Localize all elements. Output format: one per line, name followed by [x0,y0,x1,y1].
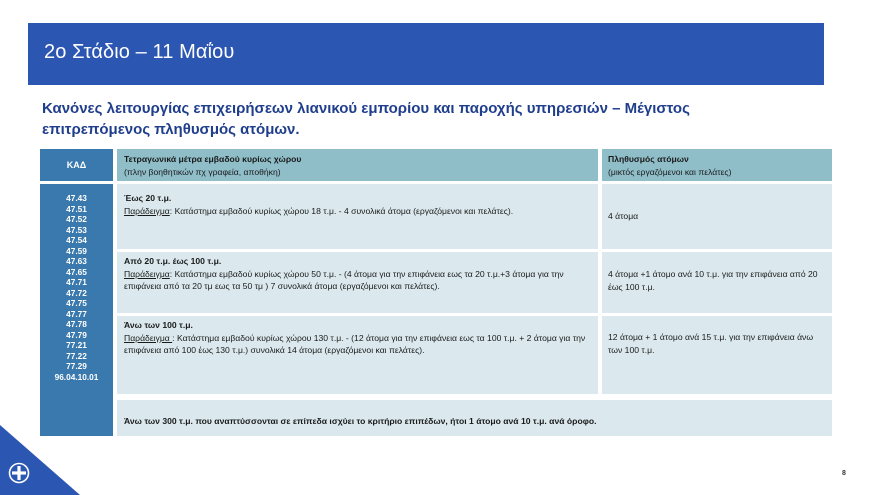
header-population [602,149,832,181]
footer-row: Άνω των 300 τ.μ. που αναπτύσσονται σε επίπεδα ισχύει το κριτήριο επιπέδων, ήτοι 1 άτομο ανά 10 τ.μ. ανά όροφο. [117,400,832,436]
row-1-example-label: Παράδειγμα [124,205,170,216]
kad-code: 47.51 [66,203,87,214]
kad-code: 47.54 [66,235,87,245]
row-3-example-sep: : [172,332,177,343]
kad-code: 47.71 [66,277,87,287]
kad-code: 96.04.10.01 [54,371,99,382]
kad-code: 47.77 [66,308,87,319]
kad-code: 77.22 [66,350,87,361]
row-2-example-label: Παράδειγμα [124,268,170,279]
row-3-population: 12 άτομα + 1 άτομο ανά 15 τ.μ. για την επιφάνεια άνω των 100 τ.μ. [602,316,832,394]
row-1-example-text: Κατάστημα εμβαδού κυρίως χώρου 18 τ.μ. - 4 συνολικά άτομα (εργαζόμενοι και πελάτες). [174,205,514,216]
row-2-population: 4 άτομα +1 άτομο ανά 10 τ.μ. για την επιφάνεια από 20 έως 100 τ.μ. [602,252,832,313]
kad-code: 47.53 [66,224,87,235]
row-1-area [117,184,598,249]
row-1-example-sep: : [169,205,175,216]
row-2-example-text: Κατάστημα εμβαδού κυρίως χώρου 50 τ.μ. - (4 άτομα για την επιφάνεια εως τα 20 τ.μ.+3 άτομα για την επιφάνεια από τα 20 τμ εως τα 50 τμ ) 7 συνολικά άτομα (εργαζόμενοι και πελάτες). [124,268,564,291]
kad-code: 47.43 [66,193,87,203]
kad-code: 47.75 [66,298,87,308]
title-bar [28,23,824,85]
slide-subtitle: Κανόνες λειτουργίας επιχειρήσεων λιανικού εμπορίου και παροχής υπηρεσιών – Μέγιστος επιτρεπόμενος πληθυσμός ατόμων. [42,100,690,138]
row-1-population: 4 άτομα [602,184,832,249]
header-kad: ΚΑΔ [40,149,113,181]
row-3-area [117,316,598,394]
row-2-heading: Από 20 τ.μ. έως 100 τ.μ. [124,256,222,266]
kad-code: 47.78 [66,319,87,329]
row-2-example-sep: : [169,268,175,279]
kad-code-list [40,184,113,436]
kad-code: 77.21 [66,340,87,350]
row-3-example-label: Παράδειγμα [124,332,173,343]
kad-code: 47.65 [66,266,87,277]
kad-code: 47.59 [66,245,87,256]
header-pop-title: Πληθυσμός ατόμων [608,154,689,164]
kad-code: 47.52 [66,214,87,224]
kad-code: 77.29 [66,361,87,371]
header-pop-note: (μικτός εργαζόμενοι και πελάτες) [608,166,732,177]
row-3-heading: Άνω των 100 τ.μ. [124,320,193,330]
row-2-area [117,252,598,313]
kad-code: 47.79 [66,329,87,340]
slide-title: 2ο Στάδιο – 11 Μαΐου [44,41,235,63]
page-number: 8 [842,470,846,477]
kad-code: 47.72 [66,287,87,298]
header-area-note: (πλην βοηθητικών πχ γραφεία, αποθήκη) [124,166,281,177]
header-area [117,149,598,181]
kad-code: 47.63 [66,256,87,266]
row-1-heading: Έως 20 τ.μ. [124,193,172,203]
row-3-example-text: Κατάστημα εμβαδού κυρίως χώρου 130 τ.μ. - (12 άτομα για την επιφάνεια εως τα 100 τ.μ. + 2 άτομα για την επιφάνεια από 100 έως 130 τ.μ.) συνολικά 14 άτομα (εργαζόμενοι και πελάτες). [124,332,586,355]
header-area-title: Τετραγωνικά μέτρα εμβαδού κυρίως χώρου [124,154,302,164]
greek-cross-emblem-icon [0,425,80,495]
